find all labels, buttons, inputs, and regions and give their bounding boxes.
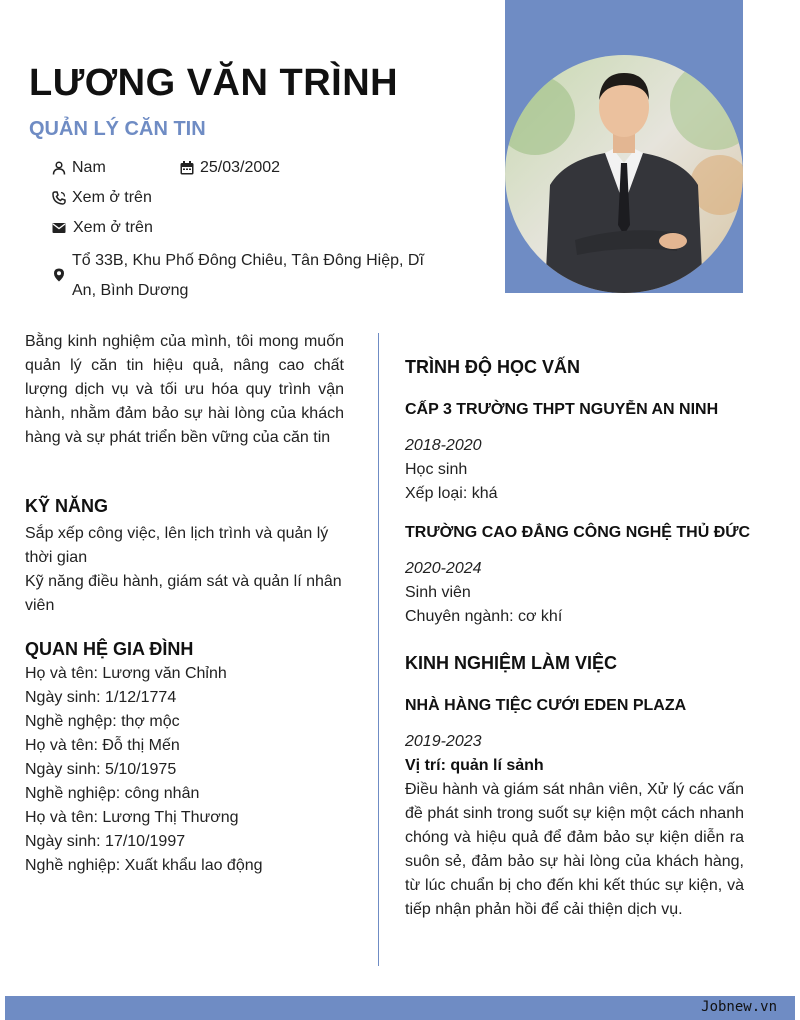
phone-row	[72, 186, 152, 210]
experience-description: Điều hành và giám sát nhân viên, Xử lý các vấn đề phát sinh trong suốt sự kiện một cách nhanh chóng và hiệu quả để đảm bảo sự kiện diễn ra suôn sẻ, đảm bảo sự hài lòng của khách hàng, từ lúc chuẩn bị cho đến khi kết thúc sự kiện, và tiếp nhận phản hồi để cải thiện dịch vụ.	[405, 781, 744, 918]
education-detail: Chuyên ngành: cơ khí	[405, 608, 563, 625]
experience-heading: KINH NGHIỆM LÀM VIỆC	[405, 653, 618, 673]
family-line: Ngày sinh: 5/10/1975	[25, 761, 177, 778]
job-title: QUẢN LÝ CĂN TIN	[29, 118, 206, 140]
footer-bar	[5, 996, 795, 1020]
phone-icon	[52, 191, 66, 205]
family-line: Nghề nghệp: thợ mộc	[25, 713, 180, 730]
education-entry	[405, 434, 745, 506]
family-heading: QUAN HỆ GIA ĐÌNH	[25, 639, 194, 659]
birthdate-row	[200, 156, 280, 180]
person-icon	[52, 161, 66, 175]
address-row	[72, 246, 442, 306]
education-detail: Xếp loại: khá	[405, 485, 498, 502]
candidate-name: LƯƠNG VĂN TRÌNH	[29, 62, 399, 104]
education-role: Sinh viên	[405, 584, 471, 601]
skill-item: Kỹ năng điều hành, giám sát và quản lí nhân viên	[25, 573, 342, 614]
education-school: CẤP 3 TRƯỜNG THPT NGUYỄN AN NINH	[405, 401, 719, 418]
email-row	[73, 216, 153, 240]
location-pin-icon	[52, 268, 66, 282]
address-value: Tổ 33B, Khu Phố Đông Chiêu, Tân Đông Hiệp, Dĩ An, Bình Dương	[72, 252, 424, 299]
family-line: Họ và tên: Lương văn Chỉnh	[25, 665, 227, 682]
experience-period: 2019-2023	[405, 733, 482, 750]
email-value: Xem ở trên	[73, 219, 153, 236]
education-role: Học sinh	[405, 461, 468, 478]
skills-list	[25, 522, 347, 618]
profile-photo	[505, 55, 743, 293]
gender-value: Nam	[72, 159, 106, 176]
family-line: Họ và tên: Lương Thị Thương	[25, 809, 239, 826]
education-period: 2020-2024	[405, 560, 482, 577]
column-divider	[378, 333, 379, 966]
family-line: Họ và tên: Đỗ thị Mến	[25, 737, 180, 754]
education-period: 2018-2020	[405, 437, 482, 454]
birthdate-value: 25/03/2002	[200, 159, 281, 176]
phone-value: Xem ở trên	[72, 189, 152, 206]
skills-heading: KỸ NĂNG	[25, 496, 109, 516]
family-line: Nghề nghiệp: Xuất khẩu lao động	[25, 857, 263, 874]
experience-entry	[405, 730, 744, 922]
family-line: Ngày sinh: 17/10/1997	[25, 833, 186, 850]
calendar-icon	[180, 161, 194, 175]
family-line: Ngày sinh: 1/12/1774	[25, 689, 177, 706]
career-objective: Bằng kinh nghiệm của mình, tôi mong muốn quản lý căn tin hiệu quả, nâng cao chất lượng dịch vụ và tối ưu hóa quy trình vận hành, nhằm đảm bảo sự hài lòng của khách hàng và sự phát triển bền vững của căn tin	[25, 333, 344, 446]
skill-item: Sắp xếp công việc, lên lịch trình và quản lý thời gian	[25, 525, 329, 566]
family-list	[25, 662, 365, 878]
education-entry	[405, 557, 745, 629]
education-school: TRƯỜNG CAO ĐẲNG CÔNG NGHỆ THỦ ĐỨC	[405, 524, 751, 541]
footer-brand: Jobnew.vn	[701, 999, 777, 1015]
family-line: Nghề nghiệp: công nhân	[25, 785, 200, 802]
experience-position: Vị trí: quản lí sảnh	[405, 757, 544, 774]
envelope-icon	[52, 221, 66, 235]
profile-photo-illustration	[505, 55, 743, 293]
gender-row	[72, 156, 106, 180]
experience-company: NHÀ HÀNG TIỆC CƯỚI EDEN PLAZA	[405, 697, 687, 714]
education-heading: TRÌNH ĐỘ HỌC VẤN	[405, 357, 580, 377]
